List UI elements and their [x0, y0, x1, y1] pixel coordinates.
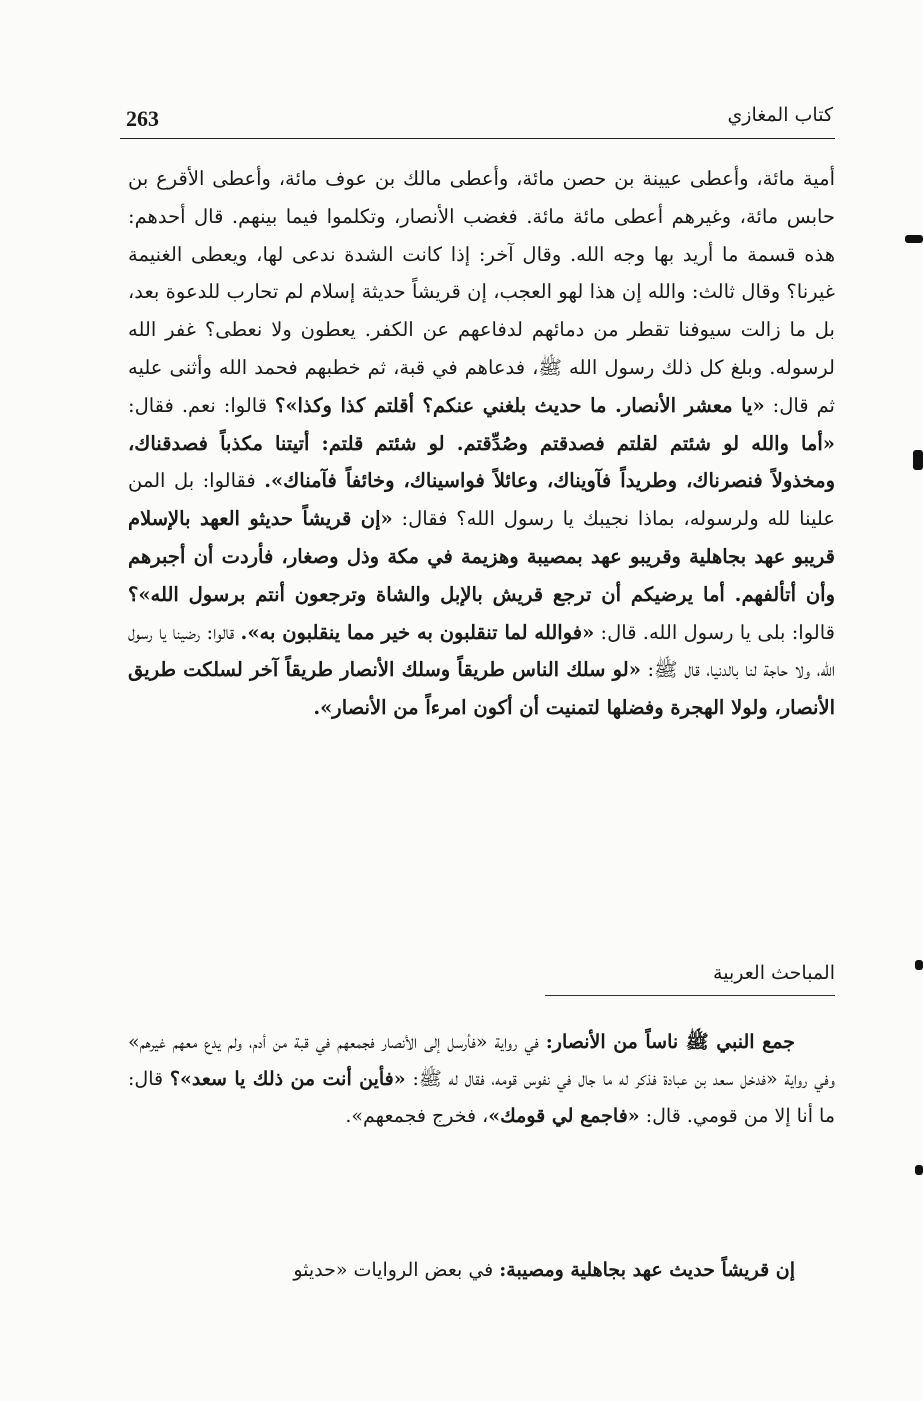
scan-edge-mark — [915, 960, 923, 970]
page-number: 263 — [126, 106, 159, 131]
note-text: قال: ما أنا إلا من قومي. قال: — [128, 1068, 835, 1127]
scan-edge-mark — [915, 1165, 923, 1175]
main-text-bold-segment: «لو سلك الناس طريقاً وسلك الأنصار طريقاً آخر لسلكت طريق الأنصار، ولولا الهجرة وفضلها لتمنيت أن أكون امرءاً من الأنصار». — [128, 658, 835, 720]
main-text-segment: فقالوا: بل المن علينا لله ولرسوله، بماذا نجيبك يا رسول الله؟ فقال: — [128, 469, 835, 531]
main-text-bold-segment: «فوالله لما تنقلبون به خير مما ينقلبون به». — [240, 620, 595, 644]
section-heading: المباحث العربية — [713, 962, 835, 984]
note-paragraph-2 — [128, 1252, 835, 1289]
main-text — [128, 160, 835, 727]
section-divider — [545, 995, 835, 996]
page-header — [120, 98, 835, 139]
note-text: في بعض الروايات «حديثو — [293, 1259, 500, 1281]
main-text-bold-segment: «أما والله لو شئتم لقلتم فصدقتم وصُدِّقتم. لو شئتم قلتم: أتيتنا مكذباً فصدقناك، ومخذولاً فنصرناك، وطريداً فآويناك، وعائلاً فواسيناك، وخائفاً فآمناك». — [128, 431, 835, 493]
note-bold-quote: «فأين أنت من ذلك يا سعد»؟ — [169, 1068, 406, 1090]
main-text-segment: قالوا: بلى يا رسول الله. قال: — [594, 620, 835, 644]
scan-edge-mark — [905, 235, 923, 243]
main-text-segment: أمية مائة، وأعطى عيينة بن حصن مائة، وأعطى مالك بن عوف مائة، وأعطى الأقرع بن حابس مائة، وغيرهم أعطى مائة مائة. فغضب الأنصار، وتكلموا فيما بينهم. قال أحدهم: هذه قسمة ما أريد بها وجه الله. وقال آخر: إذا كانت الشدة ندعى لها، ويعطى الغنيمة غيرنا؟ وقال ثالث: والله إن هذا لهو العجب، إن قريشاً حديثة إسلام لم تحارب للدعوة بعد، بل ما زالت سيوفنا تقطر من دمائهم لدفاعهم عن الكفر. يعطون ولا نعطى؟ غفر الله لرسوله. وبلغ كل ذلك رسول الله ﷺ، فدعاهم في قبة، ثم خطبهم فحمد الله وأثنى عليه ثم قال: — [128, 167, 835, 417]
note-paragraph-1 — [128, 1024, 835, 1135]
main-text-bold-segment: «يا معشر الأنصار. ما حديث بلغني عنكم؟ أقلتم كذا وكذا»؟ — [275, 393, 765, 417]
scan-edge-mark — [913, 450, 923, 470]
note-term: إن قريشاً حديث عهد بجاهلية ومصيبة: — [499, 1259, 795, 1281]
main-text-segment: قالوا: رضينا يا رسول الله، ولا حاجة لنا بالدنيا، قال ﷺ: — [128, 620, 835, 682]
note-text: في رواية «فأرسل إلى الأنصار فجمعهم في قبة من أدم، ولم يدع معهم غيرهم» وفي رواية «فدخل سعد بن عبادة فذكر له ما جال في نفوس قومه، فقال له ﷺ: — [128, 1031, 835, 1090]
note-bold-quote: «فاجمع لي قومك» — [488, 1105, 640, 1127]
main-text-bold-segment: «إن قريشاً حديثو العهد بالإسلام قريبو عهد بجاهلية وقريبو عهد بمصيبة وهزيمة في مكة وذل وصغار، فأردت أن أجبرهم وأن أتألفهم. أما يرضيكم أن ترجع قريش بالإبل والشاة وترجعون أنتم برسول الله»؟ — [128, 507, 835, 606]
running-title: كتاب المغازي — [727, 104, 833, 126]
main-text-segment: قالوا: نعم. فقال: — [128, 393, 276, 417]
note-text: ، فخرج فجمعهم». — [345, 1105, 489, 1127]
note-term: جمع النبي ﷺ ناساً من الأنصار: — [545, 1031, 795, 1053]
